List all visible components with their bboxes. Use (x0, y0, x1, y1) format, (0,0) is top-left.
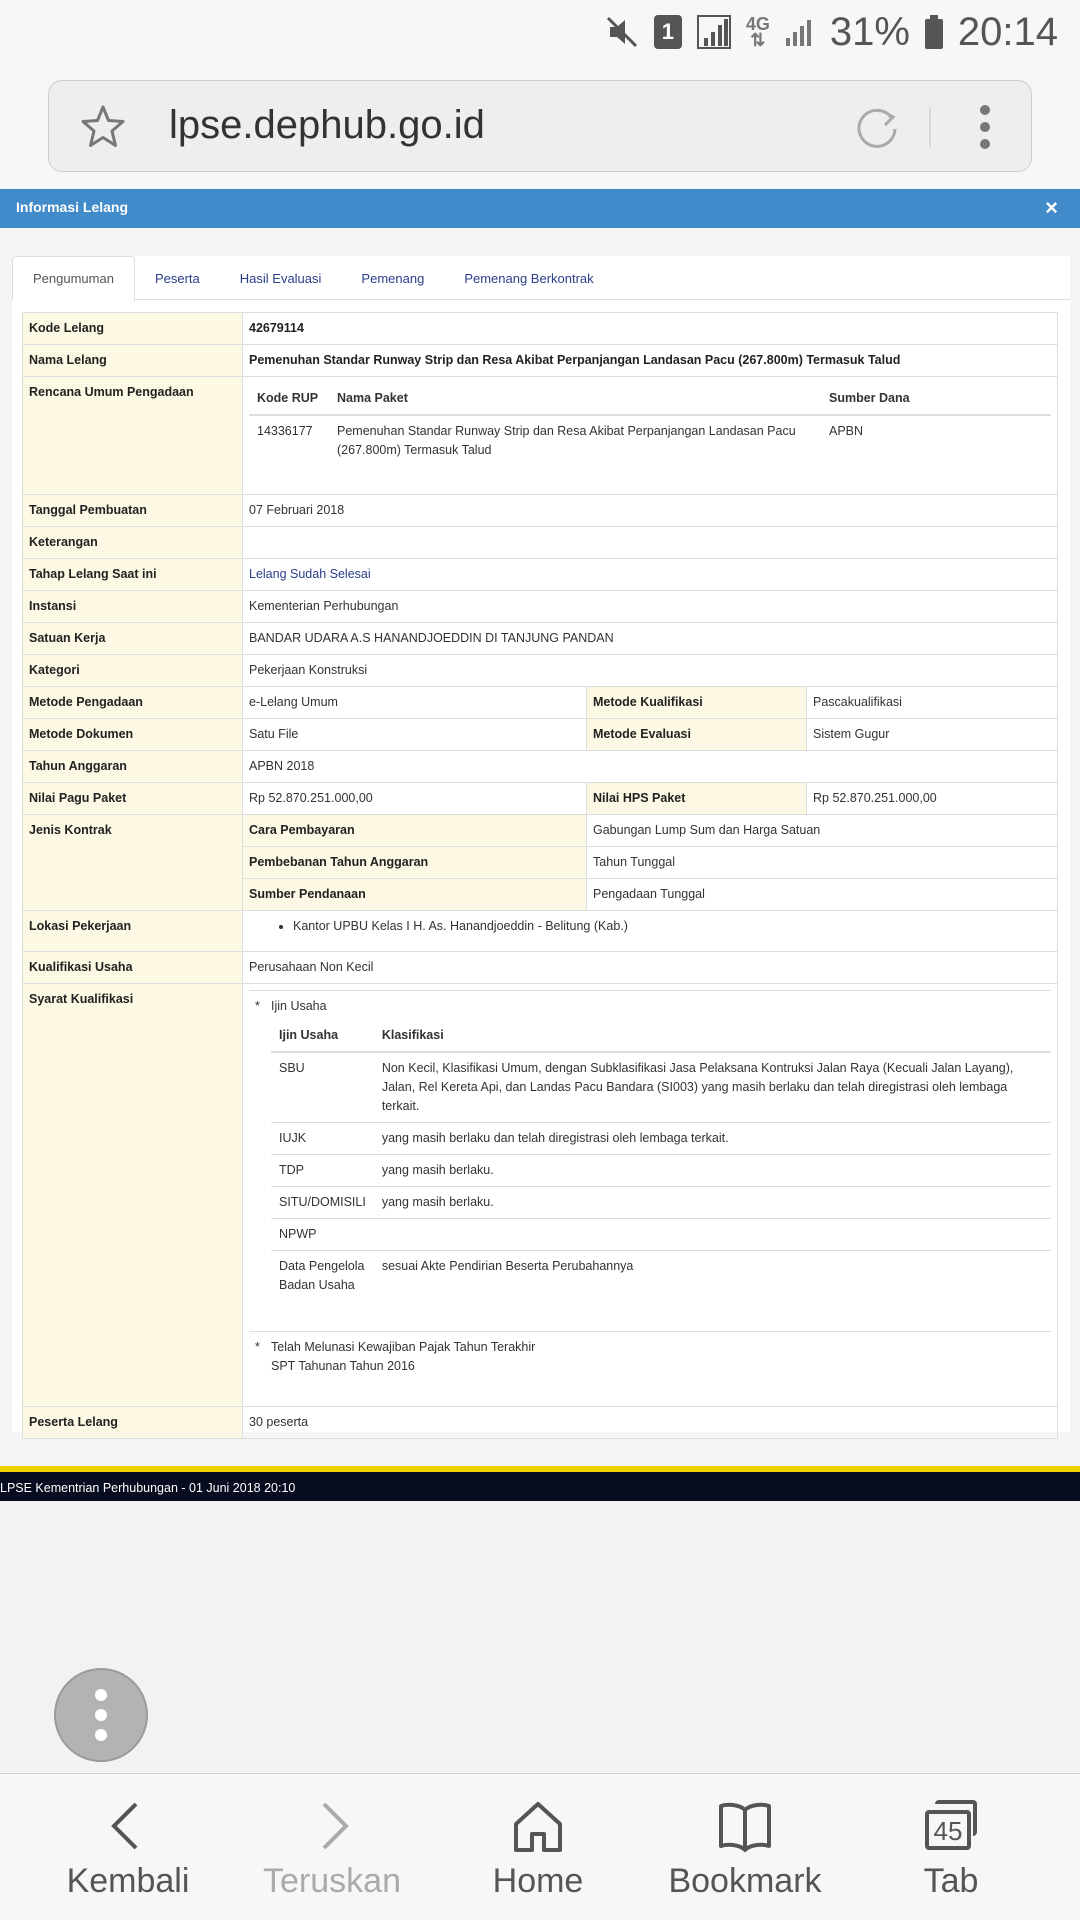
site-footer: LPSE Kementrian Perhubungan - 01 Juni 2018 20:10 (0, 1466, 1080, 1501)
network-icon: 4G ⇅ (745, 14, 770, 50)
row-kualifikasi-usaha (23, 952, 1058, 984)
row-peserta (23, 1407, 1058, 1439)
rup-table (249, 383, 1051, 466)
label-tanggal: Tanggal Pembuatan (23, 495, 243, 527)
label-tahap: Tahap Lelang Saat ini (23, 559, 243, 591)
value-nama-lelang: Pemenuhan Standar Runway Strip dan Resa Akibat Perpanjangan Landasan Pacu (267.800m) Termasuk Talud (243, 345, 1058, 377)
signal-icon (696, 14, 732, 50)
tab-bar (12, 256, 1070, 300)
value-pembebanan: Tahun Tunggal (587, 847, 1058, 879)
row-nama-lelang (23, 345, 1058, 377)
label-lokasi: Lokasi Pekerjaan (23, 911, 243, 952)
tab-pemenang-berkontrak[interactable]: Pemenang Berkontrak (464, 270, 594, 286)
row-syarat (23, 984, 1058, 1407)
clock: 20:14 (957, 9, 1058, 54)
list-item: • Kantor UPBU Kelas I H. As. Hanandjoeddin - Belitung (Kab.) (293, 918, 1051, 935)
value-kategori: Pekerjaan Konstruksi (243, 655, 1058, 687)
label-kategori: Kategori (23, 655, 243, 687)
divider (929, 107, 931, 147)
value-sumber-pendanaan: Pengadaan Tunggal (587, 879, 1058, 911)
browser-toolbar (0, 64, 1080, 188)
table-row: SBU Non Kecil, Klasifikasi Umum, dengan Subklasifikasi Jasa Pelaksana Kontruksi Jalan Raya (Kecuali Jalan Layang), Jalan, Rel Kereta Api, dan Landas Pacu Bandara (SI003) yang masih berlaku dan telah diregistrasi oleh lembaga terkait. (271, 1052, 1051, 1123)
label-jenis-kontrak: Jenis Kontrak (23, 815, 243, 911)
label-satker: Satuan Kerja (23, 623, 243, 655)
battery-icon (924, 14, 944, 50)
label-sumber-pendanaan: Sumber Pendanaan (243, 879, 587, 911)
label-tahun-anggaran: Tahun Anggaran (23, 751, 243, 783)
sim-icon: 1 (654, 15, 682, 49)
table-row: IUJK yang masih berlaku dan telah diregistrasi oleh lembaga terkait. (271, 1123, 1051, 1155)
cell-nama-paket: Pemenuhan Standar Runway Strip dan Resa Akibat Perpanjangan Landasan Pacu (267.800m) Termasuk Talud (337, 424, 796, 457)
label-cara-pembayaran: Cara Pembayaran (243, 815, 587, 847)
battery-percent: 31% (829, 9, 910, 54)
header-nama-paket: Nama Paket (329, 383, 821, 415)
label-metode-evaluasi: Metode Evaluasi (587, 719, 807, 751)
forward-button[interactable]: Teruskan (232, 1774, 432, 1920)
row-lokasi (23, 911, 1058, 952)
row-tahap (23, 559, 1058, 591)
dialog-body (0, 228, 1080, 1466)
row-satker (23, 623, 1058, 655)
tab-pemenang[interactable]: Pemenang (361, 270, 425, 286)
tender-info-table (22, 312, 1058, 1439)
book-icon (715, 1796, 775, 1856)
bookmark-button[interactable]: Bookmark (645, 1774, 845, 1920)
row-nilai-pagu (23, 783, 1058, 815)
home-icon (508, 1796, 568, 1856)
row-keterangan (23, 527, 1058, 559)
dialog-title: Informasi Lelang (16, 199, 129, 215)
syarat-list (249, 990, 1051, 1376)
value-peserta: 30 peserta (243, 1407, 1058, 1439)
back-button[interactable]: Kembali (28, 1774, 228, 1920)
table-row (249, 415, 1051, 466)
row-kategori (23, 655, 1058, 687)
tender-panel (12, 256, 1070, 1432)
reload-icon[interactable] (853, 103, 901, 151)
row-tanggal (23, 495, 1058, 527)
table-row: TDP yang masih berlaku. (271, 1155, 1051, 1187)
tab-pengumuman[interactable]: Pengumuman (12, 256, 135, 301)
ijin-usaha-table (271, 1020, 1051, 1301)
label-metode-dokumen: Metode Dokumen (23, 719, 243, 751)
value-keterangan (243, 527, 1058, 559)
value-kualifikasi-usaha: Perusahaan Non Kecil (243, 952, 1058, 984)
tahap-link[interactable]: Lelang Sudah Selesai (249, 567, 371, 581)
header-kode-rup: Kode RUP (249, 383, 329, 415)
label-pembebanan: Pembebanan Tahun Anggaran (243, 847, 587, 879)
label-instansi: Instansi (23, 591, 243, 623)
table-row: SITU/DOMISILI yang masih berlaku. (271, 1187, 1051, 1219)
url-text[interactable]: lpse.dephub.go.id (169, 103, 485, 147)
value-tanggal: 07 Februari 2018 (243, 495, 1058, 527)
label-keterangan: Keterangan (23, 527, 243, 559)
cell-kode-rup: 14336177 (257, 424, 313, 438)
value-metode-kualifikasi: Pascakualifikasi (807, 687, 1058, 719)
row-jenis-kontrak (23, 815, 1058, 847)
syarat-ijin-usaha: Ijin Usaha (271, 999, 327, 1013)
status-bar (0, 0, 1080, 64)
dialog-header (0, 189, 1080, 228)
list-item: * Telah Melunasi Kewajiban Pajak Tahun Terakhir SPT Tahunan Tahun 2016 (249, 1331, 1051, 1376)
label-kualifikasi-usaha: Kualifikasi Usaha (23, 952, 243, 984)
chevron-left-icon (98, 1796, 158, 1856)
value-cara-pembayaran: Gabungan Lump Sum dan Harga Satuan (587, 815, 1058, 847)
tab-count: 45 (925, 1810, 971, 1850)
value-instansi: Kementerian Perhubungan (243, 591, 1058, 623)
value-tahun-anggaran: APBN 2018 (243, 751, 1058, 783)
tabs-button[interactable]: 45 Tab (851, 1774, 1051, 1920)
chevron-right-icon (302, 1796, 362, 1856)
row-instansi (23, 591, 1058, 623)
row-metode-dokumen (23, 719, 1058, 751)
header-sumber-dana: Sumber Dana (821, 383, 1051, 415)
row-metode-pengadaan (23, 687, 1058, 719)
row-kode-lelang (23, 313, 1058, 345)
value-satker: BANDAR UDARA A.S HANANDJOEDDIN DI TANJUNG PANDAN (243, 623, 1058, 655)
address-bar[interactable] (48, 80, 1032, 172)
label-nilai-hps: Nilai HPS Paket (587, 783, 807, 815)
tabs-icon (921, 1796, 981, 1856)
label-peserta: Peserta Lelang (23, 1407, 243, 1439)
value-nilai-hps: Rp 52.870.251.000,00 (807, 783, 1058, 815)
value-metode-pengadaan: e-Lelang Umum (243, 687, 587, 719)
header-klasifikasi: Klasifikasi (374, 1020, 1051, 1052)
table-row: NPWP (271, 1219, 1051, 1251)
home-button[interactable]: Home (438, 1774, 638, 1920)
header-ijin-usaha: Ijin Usaha (271, 1020, 374, 1052)
list-item: * Ijin Usaha Ijin Usaha Klasifikasi SBU Non Kecil, Klasifikasi Umum, dengan Subklasifikasi Jasa Pelaksana Kontruksi Jalan Raya (Kecuali Jalan Layang), Jalan, Rel Kereta Api, dan Landas Pacu Bandara (SI003) yang masih berlaku dan telah diregistrasi oleh lembaga terkait. IUJK yang masih berlaku dan telah diregistrasi oleh lembaga terkait. TDP yang masih berlaku. SITU/DOMISILI yang masih berlaku. NPWP Data Pengelola Badan Usaha sesuai Akte Pendirian Beserta Perubahannya (249, 997, 1051, 1301)
browser-bottom-bar (0, 1773, 1080, 1920)
more-menu-icon[interactable] (979, 105, 991, 149)
lokasi-list (249, 918, 1051, 935)
value-kode-lelang: 42679114 (243, 313, 1058, 345)
tab-peserta[interactable]: Peserta (154, 270, 200, 286)
label-nilai-pagu: Nilai Pagu Paket (23, 783, 243, 815)
row-rup (23, 377, 1058, 495)
cell-sumber-dana: APBN (829, 424, 864, 438)
label-rup: Rencana Umum Pengadaan (23, 377, 243, 495)
mute-icon (604, 14, 640, 50)
value-metode-dokumen: Satu File (243, 719, 587, 751)
syarat-pajak: Telah Melunasi Kewajiban Pajak Tahun Terakhir (271, 1340, 536, 1354)
label-metode-pengadaan: Metode Pengadaan (23, 687, 243, 719)
value-nilai-pagu: Rp 52.870.251.000,00 (243, 783, 587, 815)
tab-hasil-evaluasi[interactable]: Hasil Evaluasi (239, 270, 322, 286)
close-icon[interactable]: × (1045, 195, 1058, 220)
label-nama-lelang: Nama Lelang (23, 345, 243, 377)
table-row: Data Pengelola Badan Usaha sesuai Akte Pendirian Beserta Perubahannya (271, 1251, 1051, 1302)
label-syarat: Syarat Kualifikasi (23, 984, 243, 1407)
label-kode-lelang: Kode Lelang (23, 313, 243, 345)
star-icon[interactable] (79, 103, 127, 151)
value-metode-evaluasi: Sistem Gugur (807, 719, 1058, 751)
row-tahun-anggaran (23, 751, 1058, 783)
floating-menu-button[interactable] (54, 1668, 148, 1762)
signal-icon (784, 16, 816, 48)
label-metode-kualifikasi: Metode Kualifikasi (587, 687, 807, 719)
syarat-spt: SPT Tahunan Tahun 2016 (271, 1359, 415, 1373)
